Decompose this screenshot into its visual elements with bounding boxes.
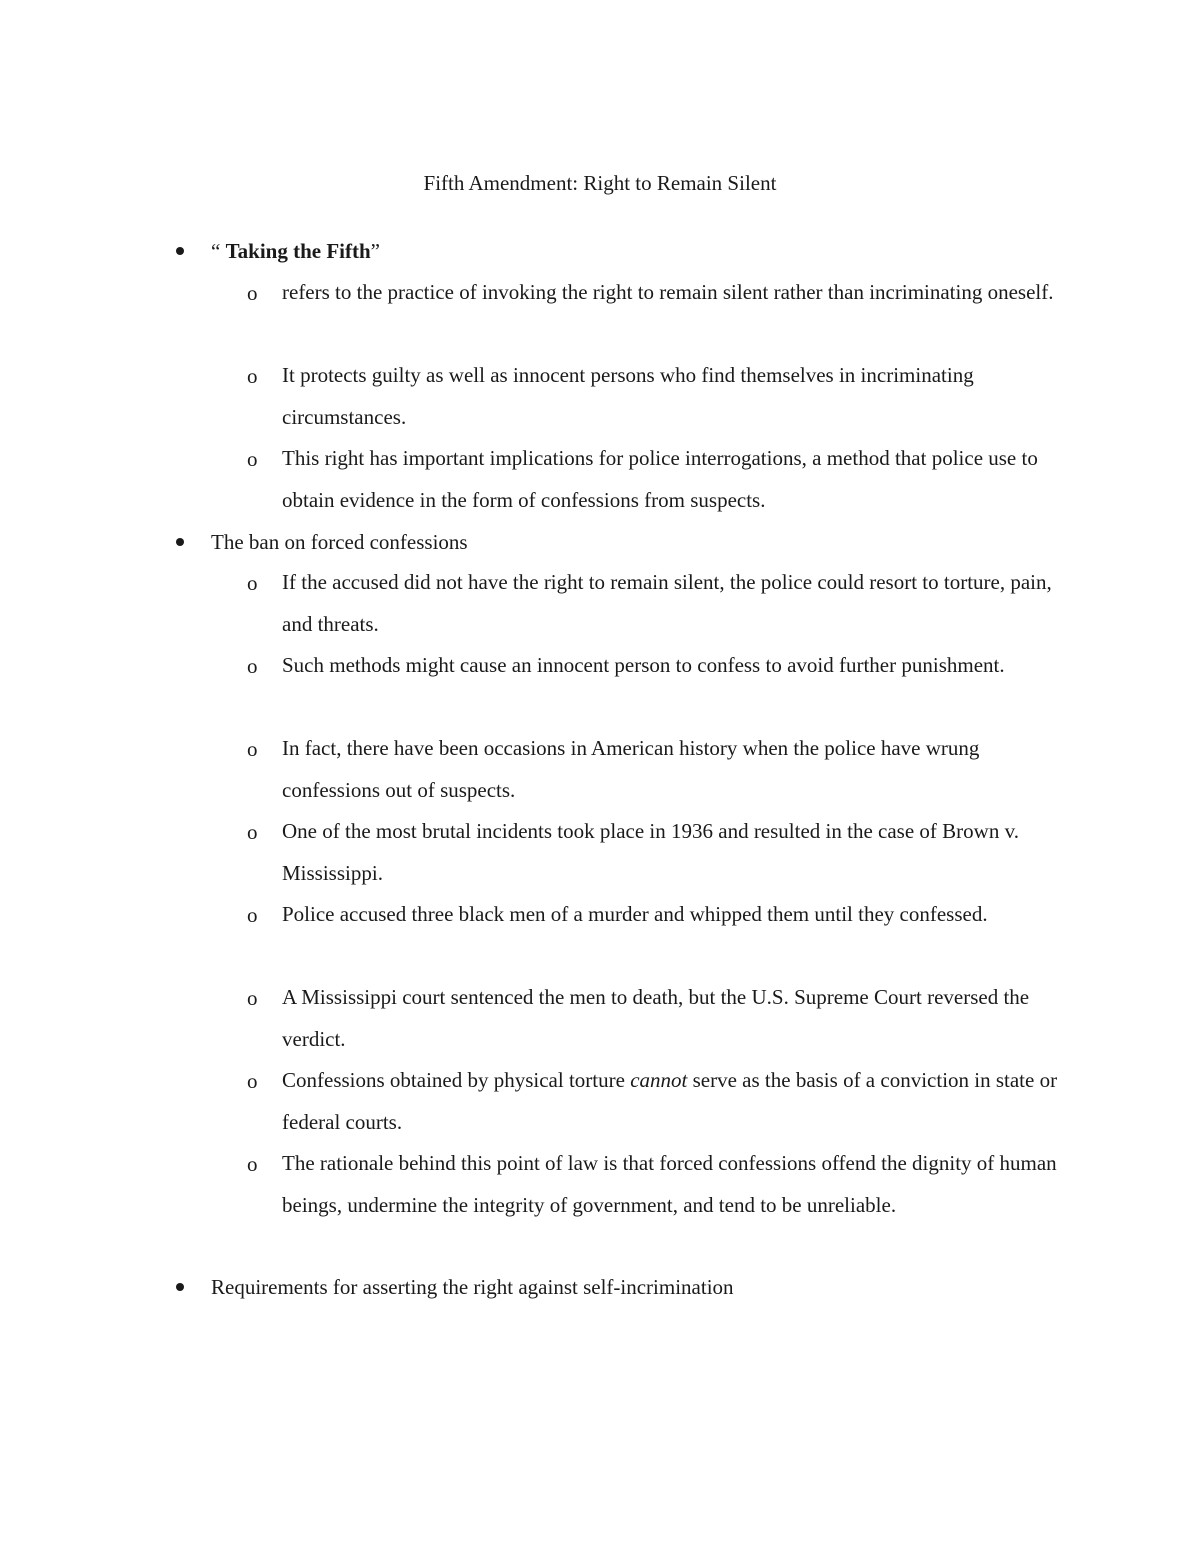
document-title: Fifth Amendment: Right to Remain Silent — [423, 171, 777, 195]
bullet-icon — [176, 538, 184, 546]
sub-item-text — [282, 1060, 1072, 1143]
open-quote: “ — [211, 239, 226, 263]
sub-bullet-icon: o — [247, 1069, 258, 1093]
sub-item-text: It protects guilty as well as innocent persons who find themselves in incriminating circumstances. — [282, 363, 974, 429]
sub-item-text-start: Confessions obtained by physical torture — [282, 1068, 631, 1092]
sub-item-text: Such methods might cause an innocent person to confess to avoid further punishment. — [282, 653, 1005, 677]
sub-bullet-icon: o — [247, 737, 258, 761]
bullet-icon — [176, 1283, 184, 1291]
sub-bullet-icon: o — [247, 571, 258, 595]
close-quote: ” — [370, 239, 380, 263]
sub-bullet-icon: o — [247, 654, 258, 678]
sub-item-text-end: serve as the basis of a conviction in state or federal courts. — [282, 1068, 1058, 1134]
sub-bullet-icon: o — [247, 903, 258, 927]
sub-bullet-icon: o — [247, 281, 258, 305]
bullet-heading: The ban on forced confessions — [211, 530, 468, 554]
sub-bullet-icon: o — [247, 986, 258, 1010]
sub-bullet-icon: o — [247, 364, 258, 388]
sub-item-text: One of the most brutal incidents took place in 1936 and resulted in the case of Brown v. Mississippi. — [282, 819, 1019, 885]
sub-item-text: In fact, there have been occasions in American history when the police have wrung confessions out of suspects. — [282, 736, 980, 802]
bullet-heading-bold: Taking the Fifth — [225, 239, 371, 263]
sub-item-text: A Mississippi court sentenced the men to death, but the U.S. Supreme Court reversed the verdict. — [282, 985, 1030, 1051]
sub-item-text: Police accused three black men of a murder and whipped them until they confessed. — [282, 902, 988, 926]
sub-bullet-icon: o — [247, 820, 258, 844]
bullet-heading — [211, 230, 380, 272]
sub-item-text: The rationale behind this point of law is that forced confessions offend the dignity of human beings, undermine the integrity of government, and tend to be unreliable. — [282, 1151, 1057, 1217]
bullet-heading: Requirements for asserting the right against self-incrimination — [211, 1275, 734, 1299]
sub-bullet-icon: o — [247, 1152, 258, 1176]
sub-item-text: This right has important implications for police interrogations, a method that police use to obtain evidence in the form of confessions from suspects. — [282, 446, 1038, 512]
emphasis-text: cannot — [630, 1068, 688, 1092]
sub-item-text: If the accused did not have the right to remain silent, the police could resort to torture, pain, and threats. — [282, 570, 1052, 636]
sub-item-text: refers to the practice of invoking the right to remain silent rather than incriminating oneself. — [282, 280, 1054, 304]
bullet-icon — [176, 247, 184, 255]
sub-bullet-icon: o — [247, 447, 258, 471]
